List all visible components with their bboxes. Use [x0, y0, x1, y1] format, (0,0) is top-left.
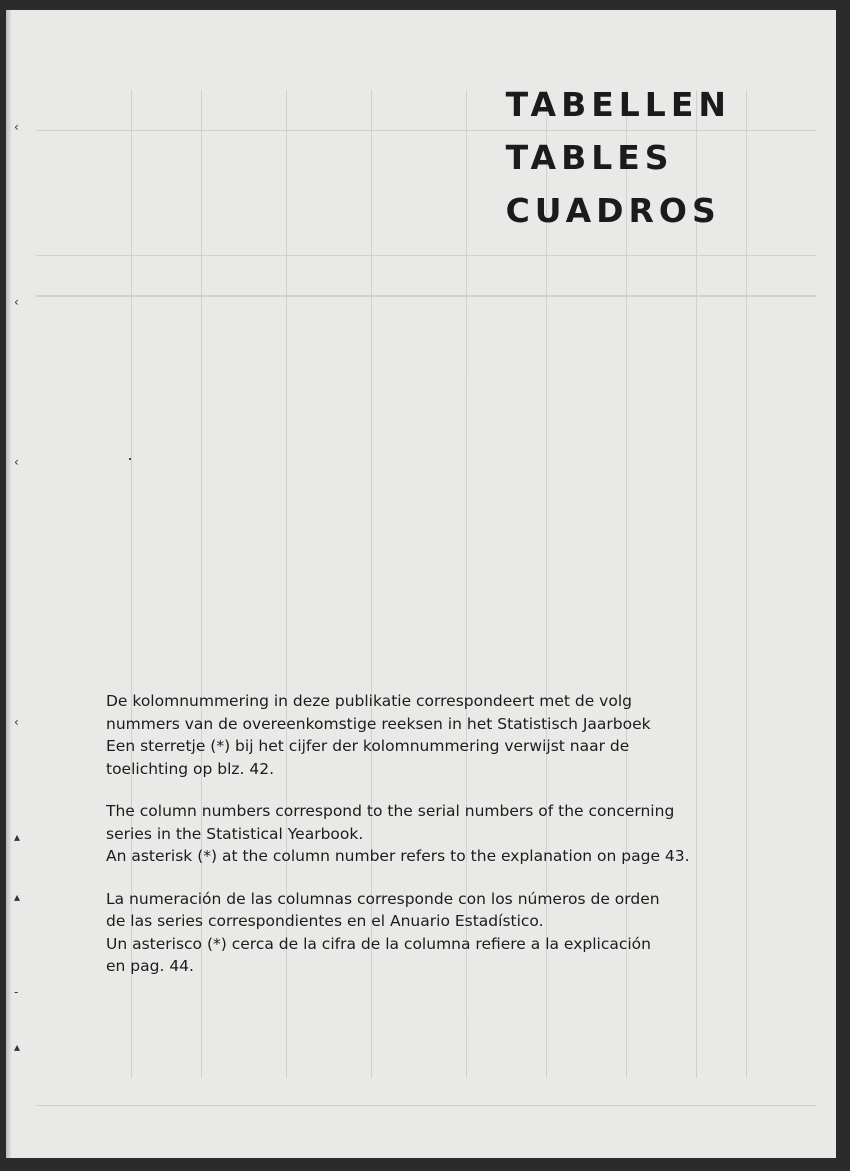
text-line: toelichting op blz. 42. [106, 759, 275, 778]
title-spanish: CUADROS [505, 191, 721, 230]
text-line: Un asterisco (*) cerca de la cifra de la columna refiere a la explicación [106, 934, 651, 953]
speck [129, 458, 131, 460]
text-line: de las series correspondientes en el Anuario Estadístico. [106, 912, 544, 930]
text-line: Een sterretje (*) bij het cijfer der kolomnummering verwijst naar de [106, 737, 630, 755]
paragraph-dutch [106, 690, 736, 780]
explanatory-text [106, 690, 736, 978]
text-line: en pag. 44. [106, 957, 194, 975]
text-line: nummers van de overeenkomstige reeksen in het Statistisch Jaarboek [106, 714, 651, 733]
text-line: An asterisk (*) at the column number refers to the explanation on page 43. [106, 847, 690, 865]
margin-marks: ‹ ‹ ‹ ‹ ▴ ▴ - ▴ [14, 120, 21, 1054]
text-line: De kolomnummering in deze publikatie correspondeert met de volg [106, 692, 632, 710]
text-line: series in the Statistical Yearbook. [106, 824, 364, 843]
page [6, 10, 836, 1158]
text-line: La numeración de las columnas corresponde con los números de orden [106, 889, 660, 908]
title-dutch: TABELLEN [505, 85, 731, 124]
text-line: The column numbers correspond to the serial numbers of the concerning [106, 802, 675, 820]
paragraph-english [106, 800, 736, 868]
title-english: TABLES [505, 138, 674, 177]
page-title [506, 78, 731, 237]
paragraph-spanish [106, 888, 736, 978]
